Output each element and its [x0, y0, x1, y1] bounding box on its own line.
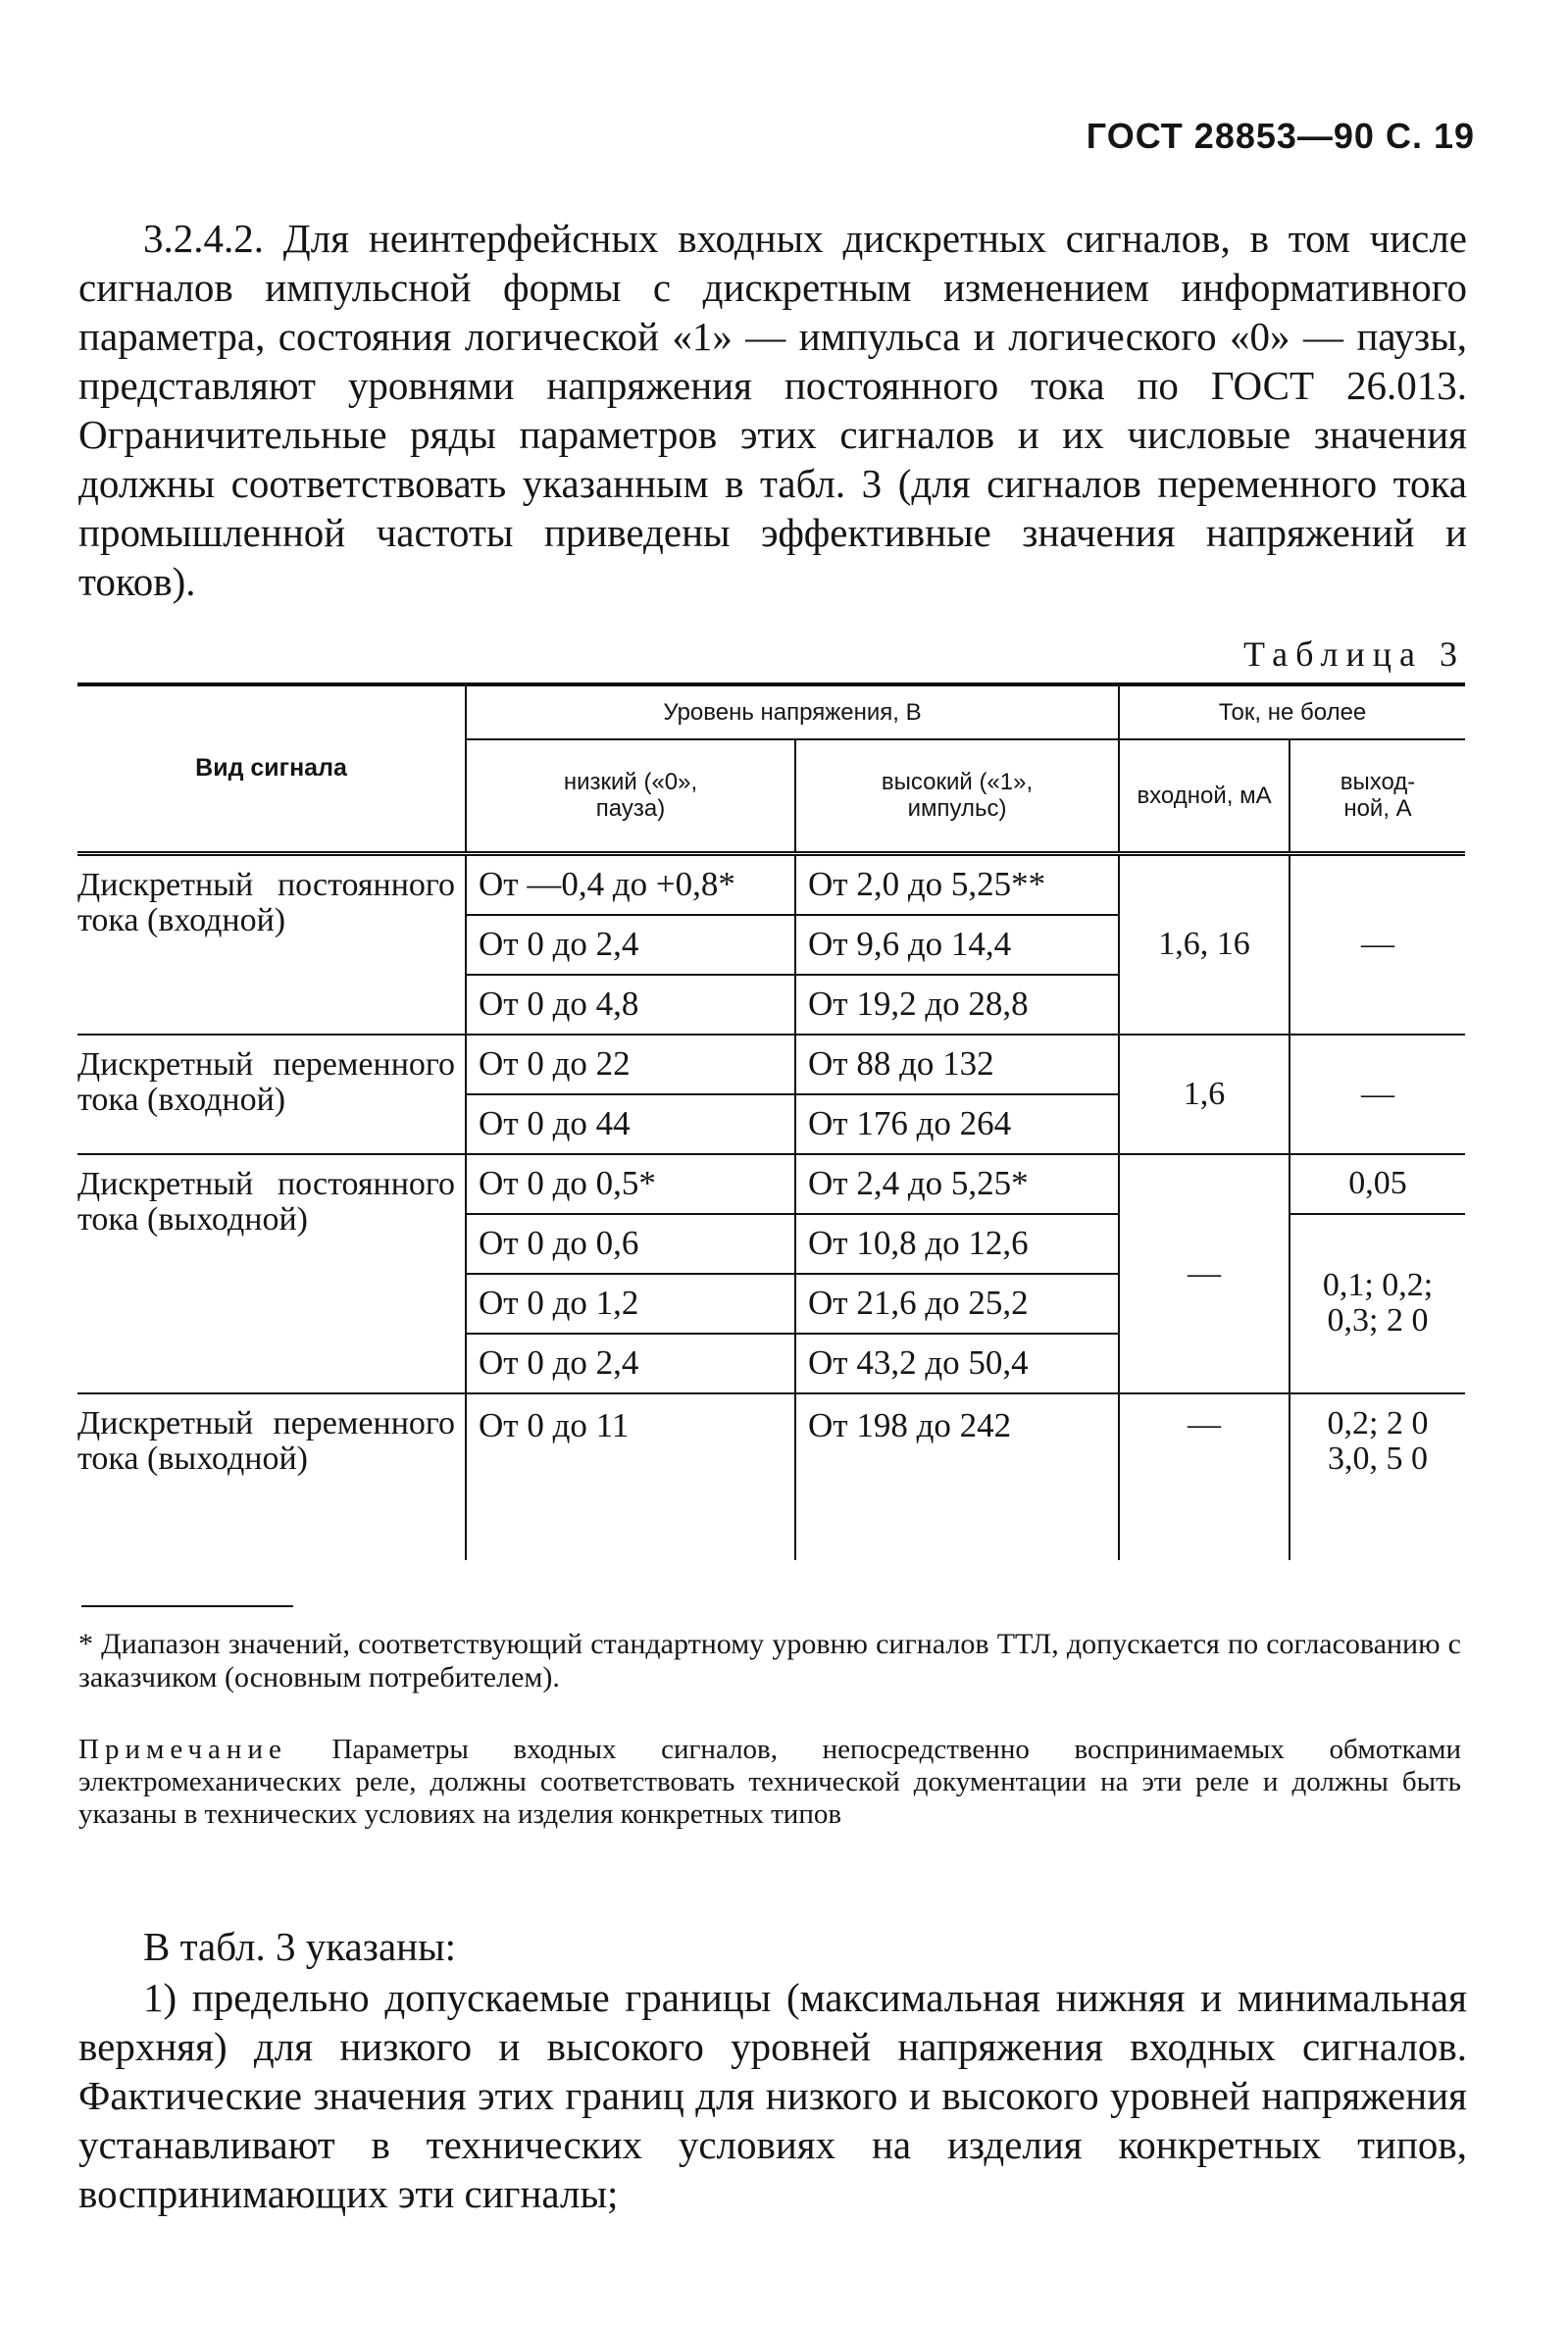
list-intro: В табл. 3 указаны: [143, 1924, 457, 1969]
high-level: От 198 до 242 [795, 1393, 1119, 1560]
output-current: — [1290, 853, 1465, 1035]
high-level: От 176 до 264 [795, 1094, 1119, 1154]
input-current: 1,6, 16 [1119, 853, 1290, 1035]
table-row [77, 1035, 1465, 1094]
low-level: От 0 до 2,4 [466, 1334, 795, 1393]
footnote: * Диапазон значений, соответствующий стандартному уровню сигналов ТТЛ, допускается по согласованию с заказчиком (основным потребителем). [78, 1628, 1461, 1693]
low-level: От 0 до 4,8 [466, 975, 795, 1035]
table-row [77, 853, 1465, 915]
page-header: ГОСТ 28853—90 С. 19 [1086, 116, 1475, 156]
signal-kind: Дискретный переменного тока (выходной) [77, 1404, 455, 1477]
low-level: От 0 до 11 [466, 1393, 795, 1560]
low-level: От 0 до 0,6 [466, 1214, 795, 1274]
signal-kind: Дискретный постоянного тока (выходной) [77, 1154, 466, 1393]
low-level: От —0,4 до +0,8* [466, 853, 795, 915]
output-current: — [1290, 1035, 1465, 1154]
low-level: От 0 до 22 [466, 1035, 795, 1094]
header-current-group: Ток, не более [1119, 684, 1465, 739]
output-current-first: 0,05 [1290, 1154, 1465, 1214]
high-level: От 43,2 до 50,4 [795, 1334, 1119, 1393]
low-level: От 0 до 0,5* [466, 1154, 795, 1214]
table-row [77, 1154, 1465, 1214]
high-level: От 2,0 до 5,25** [795, 853, 1119, 915]
output-current-rest: 0,1; 0,2; 0,3; 2 0 [1290, 1214, 1465, 1393]
header-output: выход-ной, А [1290, 739, 1465, 853]
intro-paragraph [78, 214, 1467, 606]
header-input: входной, мА [1119, 739, 1290, 853]
high-level: От 2,4 до 5,25* [795, 1154, 1119, 1214]
header-voltage-group: Уровень напряжения, В [466, 684, 1119, 739]
input-current: — [1119, 1154, 1290, 1393]
table-3 [77, 682, 1465, 1560]
header-kind: Вид сигнала [77, 684, 466, 853]
footnote-divider [81, 1605, 293, 1607]
output-current: 0,2; 2 0 3,0, 5 0 [1290, 1393, 1465, 1560]
intro-text: Для неинтерфейсных входных дискретных сигналов, в том числе сигналов импульсной формы с дискретным изменением информативного параметра, состояния логической «1» — импульса и логического «0» — паузы, представляют уровнями напряжения постоянного тока по ГОСТ 26.013. Ограничительные ряды параметров этих сигналов и их числовые значения должны соответствовать указанным в табл. 3 (для сигналов переменного тока промышленной частоты приведены эффективные значения напряжений и токов). [78, 216, 1467, 604]
low-level: От 0 до 2,4 [466, 915, 795, 975]
signal-kind: Дискретный переменного тока (входной) [77, 1035, 466, 1154]
note-label: Примечание [78, 1734, 287, 1765]
list-item-1: 1) предельно допускаемые границы (максимальная нижняя и минимальная верхняя) для низкого и высокого уровней напряжения входных сигналов. Фактические значения этих границ для низкого и высокого уровней напряжения устанавливают в технических условиях на изделия конкретных типов, воспринимающих эти сигналы; [78, 1975, 1467, 2216]
clause-number: 3.2.4.2. [143, 216, 264, 261]
header-low: низкий («0», пауза) [466, 739, 795, 853]
input-current: 1,6 [1119, 1035, 1290, 1154]
header-high: высокий («1», импульс) [795, 739, 1119, 853]
high-level: От 19,2 до 28,8 [795, 975, 1119, 1035]
table-row [77, 1393, 1465, 1560]
note-text: Параметры входных сигналов, непосредственно воспринимаемых обмотками электромеханических реле, должны соответствовать технической документации на эти реле и должны быть указаны в технических условиях на изделия конкретных типов [78, 1734, 1461, 1830]
table-note [78, 1734, 1461, 1831]
signal-kind: Дискретный постоянного тока (входной) [77, 853, 466, 1035]
high-level: От 21,6 до 25,2 [795, 1274, 1119, 1334]
low-level: От 0 до 1,2 [466, 1274, 795, 1334]
high-level: От 10,8 до 12,6 [795, 1214, 1119, 1274]
high-level: От 9,6 до 14,4 [795, 915, 1119, 975]
low-level: От 0 до 44 [466, 1094, 795, 1154]
high-level: От 88 до 132 [795, 1035, 1119, 1094]
table-caption: Таблица 3 [1243, 634, 1465, 674]
input-current: — [1119, 1393, 1290, 1560]
